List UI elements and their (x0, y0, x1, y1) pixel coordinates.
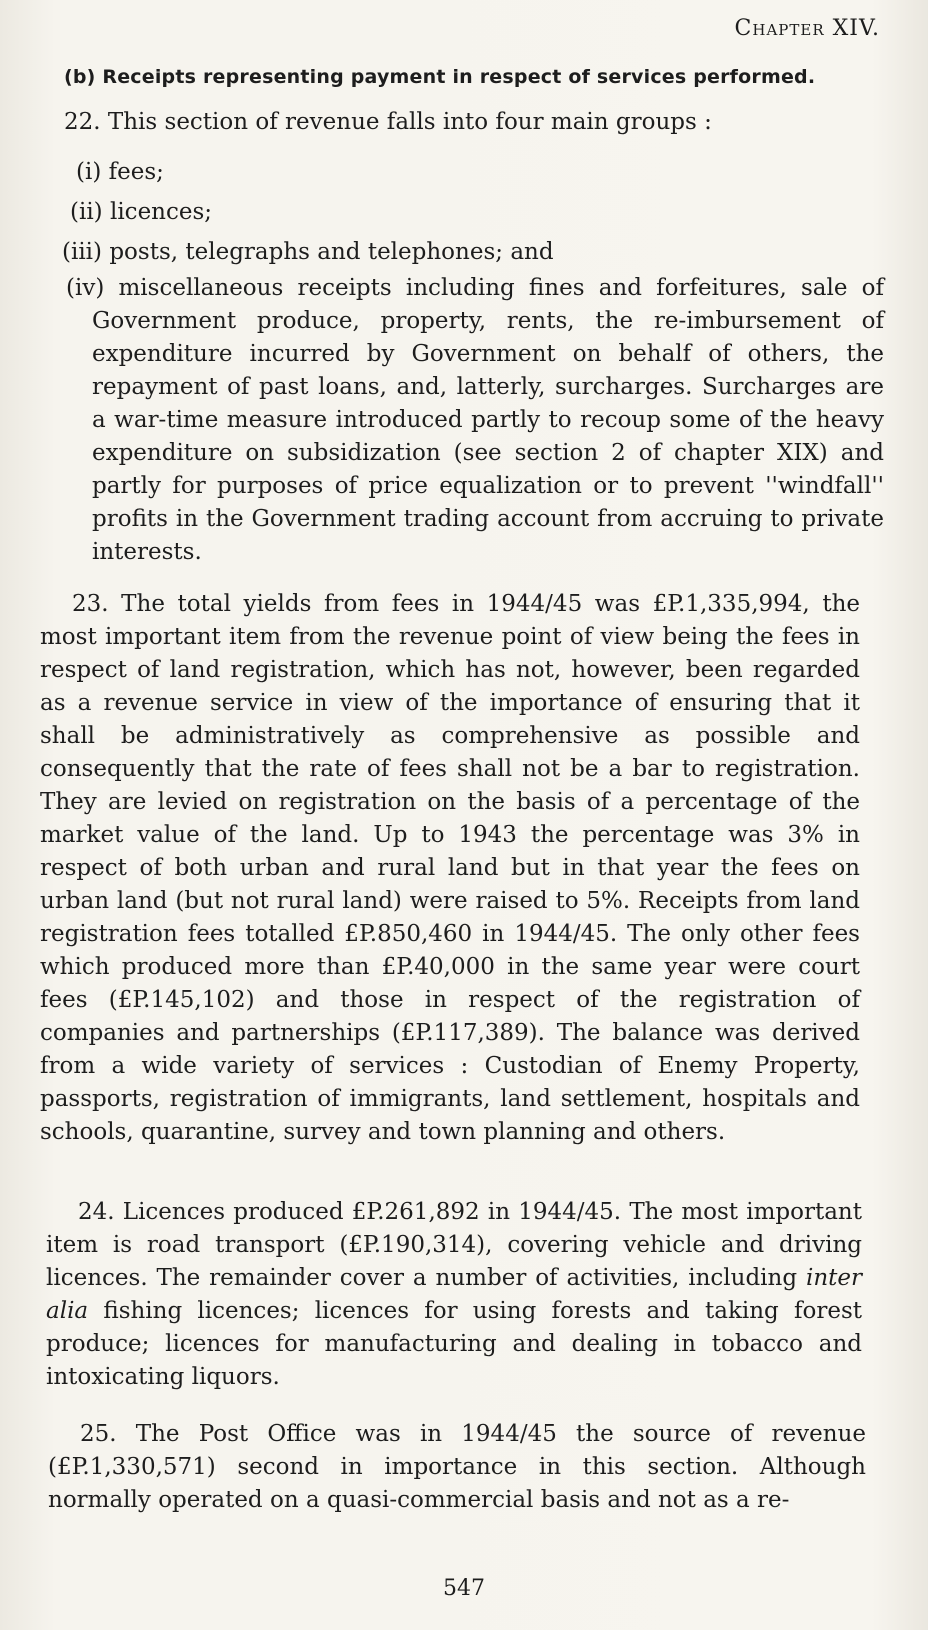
page-number: 547 (443, 1576, 485, 1601)
para-22-intro: 22. This section of revenue falls into four main groups : (64, 109, 712, 135)
paragraph-24-italic: inter alia (46, 1265, 862, 1324)
paragraph-24-text-a: 24. Licences produced £P.261,892 in 1944/45. The most important item is road transport (£P.190,314), covering vehicle and driving licences. The remainder cover a number of activities, including (46, 1199, 862, 1291)
paragraph-23: 23. The total yields from fees in 1944/45 was £P.1,335,994, the most important item from the revenue point of view being the fees in respect of land registration, which has not, however, been regarded as a revenue service in view of the importance of ensuring that it shall be administratively as comprehensive as possible and consequently that the rate of fees shall not be a bar to registration. They are levied on registration on the basis of a percentage of the market value of the land. Up to 1943 the percentage was 3% in respect of both urban and rural land but in that year the fees on urban land (but not rural land) were raised to 5%. Receipts from land registration fees totalled £P.850,460 in 1944/45. The only other fees which produced more than £P.40,000 in the same year were court fees (£P.145,102) and those in respect of the registration of companies and partnerships (£P.117,389). The balance was derived from a wide variety of services : Custodian of Enemy Property, passports, registration of immigrants, land settlement, hospitals and schools, quarantine, survey and town planning and others. (40, 591, 860, 1145)
paragraph-25: 25. The Post Office was in 1944/45 the source of revenue (£P.1,330,571) second in importance in this section. Although normally operated on a quasi-commercial basis and not as a re- (48, 1421, 866, 1513)
list-item-iii: (iii) posts, telegraphs and telephones; and (62, 239, 554, 265)
list-item-i: (i) fees; (76, 159, 164, 185)
list-item-iv: (iv) miscellaneous receipts including fines and forfeitures, sale of Government produce, property, rents, the re-imbursement of expenditure incurred by Government on behalf of others, the repayment of past loans, and, latterly, surcharges. Surcharges are a war-time measure introduced partly to recoup some of the heavy expenditure on subsidization (see section 2 of chapter XIX) and partly for purposes of price equalization or to prevent ''windfall'' profits in the Government trading account from accruing to private interests. (66, 275, 884, 565)
paragraph-24 (46, 1196, 862, 1394)
paragraph-24-text-b: fishing licences; licences for using forests and taking forest produce; licences for manufacturing and dealing in tobacco and intoxicating liquors. (46, 1298, 862, 1390)
section-heading: (b) Receipts representing payment in respect of services performed. (64, 66, 816, 88)
list-item-ii: (ii) licences; (70, 199, 213, 225)
chapter-header: Chapter XIV. (734, 16, 880, 41)
